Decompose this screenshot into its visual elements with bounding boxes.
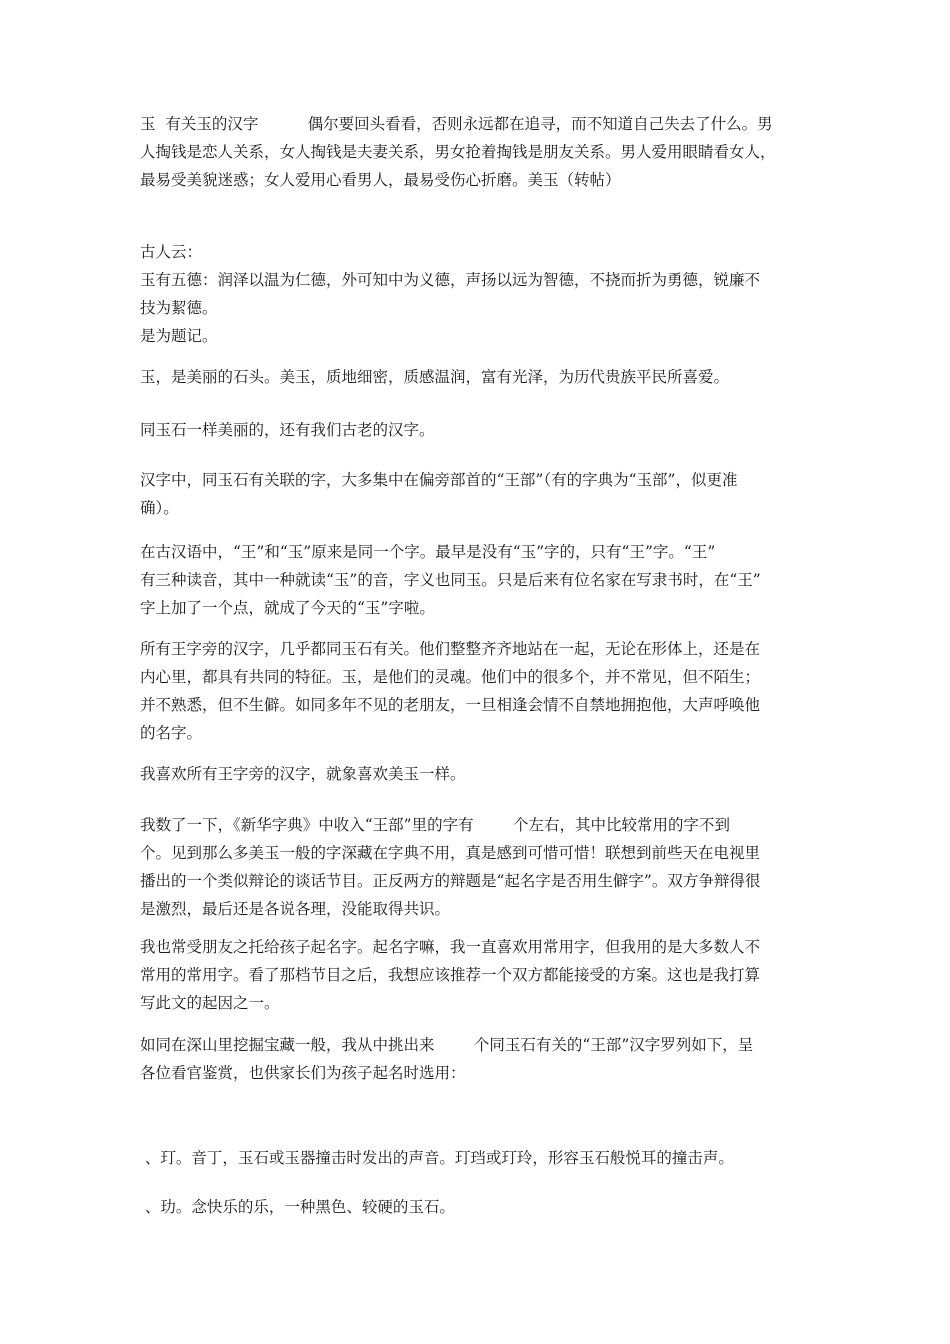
- body-paragraph: [140, 416, 435, 444]
- list-item: [140, 1144, 734, 1172]
- paragraph-line: 写此文的起因之一。: [140, 994, 280, 1012]
- paragraph-text: 玉，是美丽的石头。美玉，质地细密，质感温润，富有光泽，为历代贵族平民所喜爱。: [140, 368, 730, 386]
- epigraph-line: 技为絜德。: [140, 299, 218, 317]
- paragraph-line: 所有王字旁的汉字，几乎都同玉石有关。他们整整齐齐地站在一起，无论在形体上，还是在: [140, 640, 761, 658]
- body-paragraph: [140, 466, 737, 522]
- character-entry: 、玎。音丁，玉石或玉器撞击时发出的声音。玎珰或玎玲，形容玉石般悦耳的撞击声。: [140, 1149, 734, 1167]
- intro-line: 玉 有关玉的汉字 偶尔要回头看看，否则永远都在追寻，而不知道自己失去了什么。男: [140, 115, 773, 133]
- paragraph-text: 我喜欢所有王字旁的汉字，就象喜欢美玉一样。: [140, 765, 466, 783]
- paragraph-line: 内心里，都具有共同的特征。玉，是他们的灵魂。他们中的很多个，并不常见，但不陌生；: [140, 668, 761, 686]
- paragraph-line: 个。见到那么多美玉一般的字深藏在字典不用，真是感到可惜可惜！联想到前些天在电视里: [140, 844, 761, 862]
- paragraph-line: 如同在深山里挖掘宝藏一般，我从中挑出来 个同玉石有关的“王部”汉字罗列如下，呈: [140, 1036, 754, 1054]
- body-paragraph: [140, 811, 760, 923]
- paragraph-line: 确）。: [140, 499, 179, 517]
- paragraph-line: 播出的一个类似辩论的谈话节目。正反两方的辩题是“起名字是否用生僻字”。双方争辩得很: [140, 872, 761, 890]
- body-paragraph: [140, 538, 761, 622]
- paragraph-line: 有三种读音，其中一种就读“玉”的音，字义也同玉。只是后来有位名家在写隶书时，在“王”: [140, 571, 761, 589]
- paragraph-line: 各位看官鉴赏，也供家长们为孩子起名时选用：: [140, 1064, 466, 1082]
- body-paragraph: [140, 363, 729, 391]
- paragraph-line: 常用的常用字。看了那档节目之后，我想应该推荐一个双方都能接受的方案。这也是我打算: [140, 966, 761, 984]
- paragraph-line: 并不熟悉，但不生僻。如同多年不见的老朋友，一旦相逢会情不自禁地拥抱他，大声呼唤他: [140, 696, 761, 714]
- paragraph-line: 我数了一下，《新华字典》中收入“王部”里的字有 个左右，其中比较常用的字不到: [140, 816, 731, 834]
- paragraph-line: 我也常受朋友之托给孩子起名字。起名字嘛，我一直喜欢用常用字，但我用的是大多数人不: [140, 938, 761, 956]
- intro-line: 人掏钱是恋人关系，女人掏钱是夫妻关系，男女抢着掏钱是朋友关系。男人爱用眼睛看女人，: [140, 143, 776, 161]
- body-paragraph: [140, 1031, 753, 1087]
- epigraph-line: 古人云：: [140, 243, 203, 261]
- intro-paragraph: [140, 110, 820, 194]
- paragraph-line: 的名字。: [140, 724, 203, 742]
- body-paragraph: [140, 933, 760, 1017]
- paragraph-line: 是激烈，最后还是各说各理，没能取得共识。: [140, 900, 451, 918]
- epigraph-line: 玉有五德：润泽以温为仁德，外可知中为义德，声扬以远为智德，不挠而折为勇德，锐廉不: [140, 271, 761, 289]
- paragraph-line: 在古汉语中，“王”和“玉”原来是同一个字。最早是没有“玉”字的，只有“王”字。“王”: [140, 543, 716, 561]
- epigraph-paragraph: [140, 238, 820, 350]
- body-paragraph: [140, 760, 466, 788]
- body-paragraph: [140, 635, 760, 747]
- list-item: [140, 1193, 455, 1221]
- paragraph-line: 字上加了一个点，就成了今天的“玉”字啦。: [140, 599, 435, 617]
- intro-line: 最易受美貌迷惑；女人爱用心看男人，最易受伤心折磨。美玉（转帖）: [140, 171, 621, 189]
- paragraph-line: 汉字中，同玉石有关联的字，大多集中在偏旁部首的“王部”（有的字典为“玉部”，似更准: [140, 471, 738, 489]
- paragraph-text: 同玉石一样美丽的，还有我们古老的汉字。: [140, 421, 435, 439]
- epigraph-line: 是为题记。: [140, 327, 218, 345]
- character-entry: 、玏。念快乐的乐，一种黑色、较硬的玉石。: [140, 1198, 455, 1216]
